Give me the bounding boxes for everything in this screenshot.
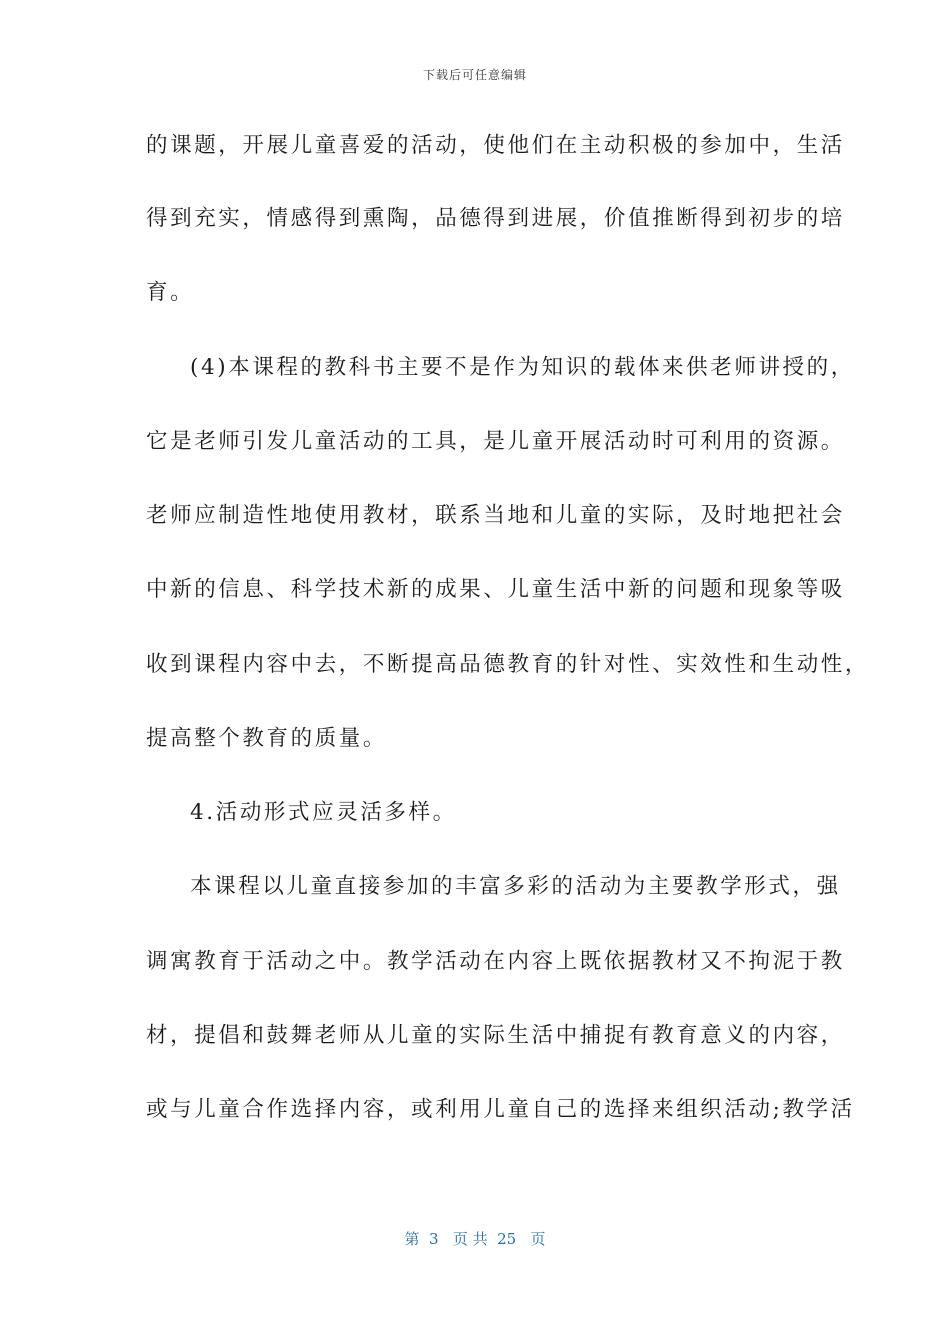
text-line: 或与儿童合作选择内容，或利用儿童自己的选择来组织活动;教学活 xyxy=(146,1097,855,1122)
page-number-footer: 第 3 页 共 25 页 xyxy=(404,1230,546,1248)
text-line: 的课题，开展儿童喜爱的活动，使他们在主动积极的参加中，生活 xyxy=(146,133,845,158)
text-line: 得到充实，情感得到熏陶，品德得到进展，价值推断得到初步的培 xyxy=(146,206,845,231)
text-line: 育。 xyxy=(146,280,195,305)
text-line: 调寓教育于活动之中。教学活动在内容上既依据教材又不拘泥于教 xyxy=(146,949,845,974)
text-line: 收到课程内容中去，不断提高品德教育的针对性、实效性和生动性， xyxy=(146,652,870,677)
page-header: 下载后可任意编辑 xyxy=(422,68,527,82)
text-line: 本课程以儿童直接参加的丰富多彩的活动为主要教学形式，强 xyxy=(190,874,841,899)
text-line: 材，提倡和鼓舞老师从儿童的实际生活中捕捉有教育意义的内容， xyxy=(146,1023,845,1048)
text-line: 它是老师引发儿童活动的工具，是儿童开展活动时可利用的资源。 xyxy=(146,429,845,454)
text-line: 老师应制造性地使用教材，联系当地和儿童的实际，及时地把社会 xyxy=(146,503,845,528)
text-line: 提高整个教育的质量。 xyxy=(146,726,388,751)
text-line: 中新的信息、科学技术新的成果、儿童生活中新的问题和现象等吸 xyxy=(146,577,845,602)
section-heading: 4.活动形式应灵活多样。 xyxy=(190,800,457,825)
text-line: (4)本课程的教科书主要不是作为知识的载体来供老师讲授的， xyxy=(190,355,855,380)
